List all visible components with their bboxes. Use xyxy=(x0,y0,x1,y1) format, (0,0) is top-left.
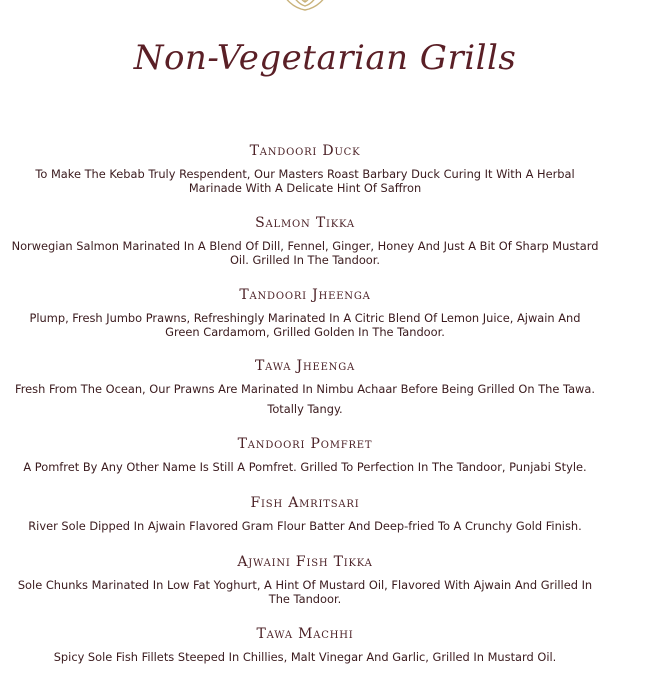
item-name: Tandoori Pomfret xyxy=(237,436,373,452)
item-description: Fresh From The Ocean, Our Prawns Are Marinated In Nimbu Achaar Before Being Grilled On The Tawa. xyxy=(15,382,595,396)
item-note: Totally Tangy. xyxy=(267,402,343,416)
item-description: A Pomfret By Any Other Name Is Still A Pomfret. Grilled To Perfection In The Tandoor, Punjabi Style. xyxy=(23,460,587,474)
item-name: Tawa Jheenga xyxy=(254,358,356,374)
item-description: To Make The Kebab Truly Respendent, Our Masters Roast Barbary Duck Curing It With A Herbal Marinade With A Delicate Hint Of Saffron xyxy=(35,167,575,195)
item-name: Tandoori Jheenga xyxy=(239,287,371,303)
menu-item-salmon-tikka xyxy=(0,215,610,267)
item-name: Tawa Machhi xyxy=(256,626,354,642)
item-description: Sole Chunks Marinated In Low Fat Yoghurt, A Hint Of Mustard Oil, Flavored With Ajwain And Grilled In The Tandoor. xyxy=(17,578,593,606)
menu-item-tandoori-jheenga xyxy=(0,287,610,339)
page-title: Non-Vegetarian Grills xyxy=(133,38,517,78)
menu-item-tandoori-pomfret xyxy=(0,436,610,474)
gold-lotus-ornament-icon xyxy=(270,0,340,20)
item-name: Salmon Tikka xyxy=(255,215,355,231)
item-description: River Sole Dipped In Ajwain Flavored Gram Flour Batter And Deep-fried To A Crunchy Gold Finish. xyxy=(28,519,582,533)
menu-item-fish-amritsari xyxy=(0,495,610,533)
menu-item-tawa-machhi xyxy=(0,626,610,664)
menu-item-tawa-jheenga xyxy=(0,358,610,416)
item-description: Norwegian Salmon Marinated In A Blend Of Dill, Fennel, Ginger, Honey And Just A Bit Of Sharp Mustard Oil. Grilled In The Tandoor. xyxy=(11,239,599,267)
item-name: Ajwaini Fish Tikka xyxy=(237,554,373,570)
menu-item-tandoori-duck xyxy=(0,143,610,195)
item-description: Plump, Fresh Jumbo Prawns, Refreshingly Marinated In A Citric Blend Of Lemon Juice, Ajwain And Green Cardamom, Grilled Golden In The Tandoor. xyxy=(29,311,581,339)
item-description: Spicy Sole Fish Fillets Steeped In Chillies, Malt Vinegar And Garlic, Grilled In Mustard Oil. xyxy=(53,650,557,664)
menu-item-ajwaini-fish-tikka xyxy=(0,554,610,606)
item-name: Tandoori Duck xyxy=(249,143,361,159)
item-name: Fish Amritsari xyxy=(250,495,360,511)
